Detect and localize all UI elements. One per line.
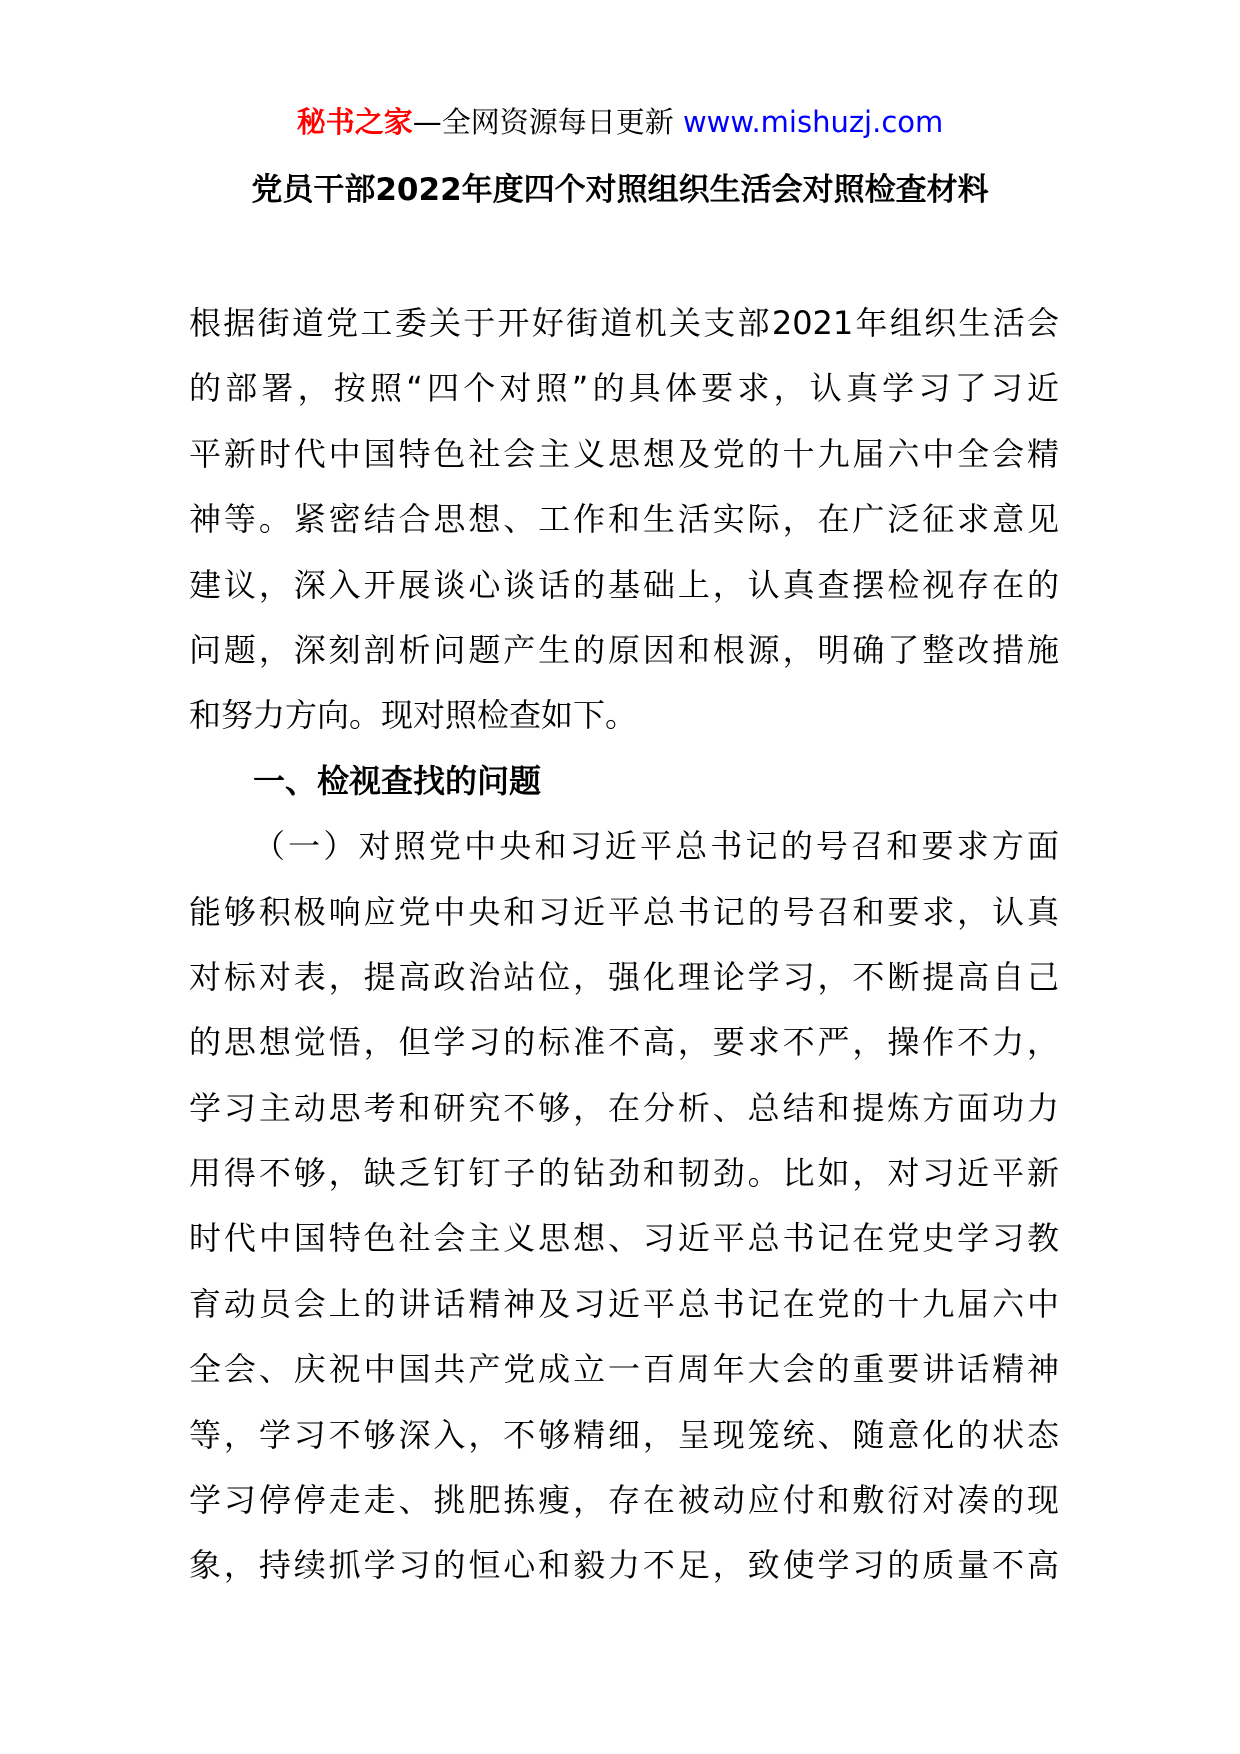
document-title: 党员干部2022年度四个对照组织生活会对照检查材料 (251, 172, 989, 208)
paragraph-line: 用得不够，缺乏钉钉子的钻劲和韧劲。比如，对习近平新 (189, 1154, 1059, 1193)
paragraph-line: 和努力方向。现对照检查如下。 (189, 696, 638, 735)
paragraph-line: 象，持续抓学习的恒心和毅力不足，致使学习的质量不高 (189, 1546, 1059, 1585)
paragraph-line: 对标对表，提高政治站位，强化理论学习，不断提高自己 (189, 957, 1059, 996)
paragraph-line: 时代中国特色社会主义思想、习近平总书记在党史学习教 (189, 1219, 1059, 1258)
paragraph-line: 问题，深刻剖析问题产生的原因和根源，明确了整改措施 (189, 630, 1059, 669)
paragraph-line: 学习停停走走、挑肥拣瘦，存在被动应付和敷衍对凑的现 (189, 1481, 1059, 1520)
paragraph-line: 能够积极响应党中央和习近平总书记的号召和要求，认真 (189, 892, 1059, 931)
document-body (189, 291, 1059, 1599)
paragraph-line: 神等。紧密结合思想、工作和生活实际，在广泛征求意见 (189, 500, 1059, 539)
paragraph-line: 的思想觉悟，但学习的标准不高，要求不严，操作不力， (189, 1023, 1059, 1062)
paragraph-line: 等，学习不够深入，不够精细，呈现笼统、随意化的状态 (189, 1415, 1059, 1454)
site-url[interactable]: www.mishuzj.com (682, 105, 944, 139)
site-header (0, 100, 1240, 144)
brand-name: 秘书之家 (296, 105, 413, 139)
paragraph-line: 平新时代中国特色社会主义思想及党的十九届六中全会精 (189, 434, 1059, 473)
header-tagline: —全网资源每日更新 (412, 105, 674, 139)
paragraph-line: 学习主动思考和研究不够，在分析、总结和提炼方面功力 (189, 1088, 1059, 1127)
paragraph-line: 育动员会上的讲话精神及习近平总书记在党的十九届六中 (189, 1284, 1059, 1323)
section-heading: 一、检视查找的问题 (253, 761, 542, 800)
paragraph-line: 全会、庆祝中国共产党成立一百周年大会的重要讲话精神 (189, 1350, 1059, 1389)
paragraph-line: 的部署，按照“四个对照”的具体要求，认真学习了习近 (189, 369, 1059, 408)
subsection-heading: （一）对照党中央和习近平总书记的号召和要求方面 (253, 827, 1059, 866)
paragraph-line: 根据街道党工委关于开好街道机关支部2021年组织生活会 (189, 304, 1059, 342)
paragraph-line: 建议，深入开展谈心谈话的基础上，认真查摆检视存在的 (189, 565, 1059, 604)
